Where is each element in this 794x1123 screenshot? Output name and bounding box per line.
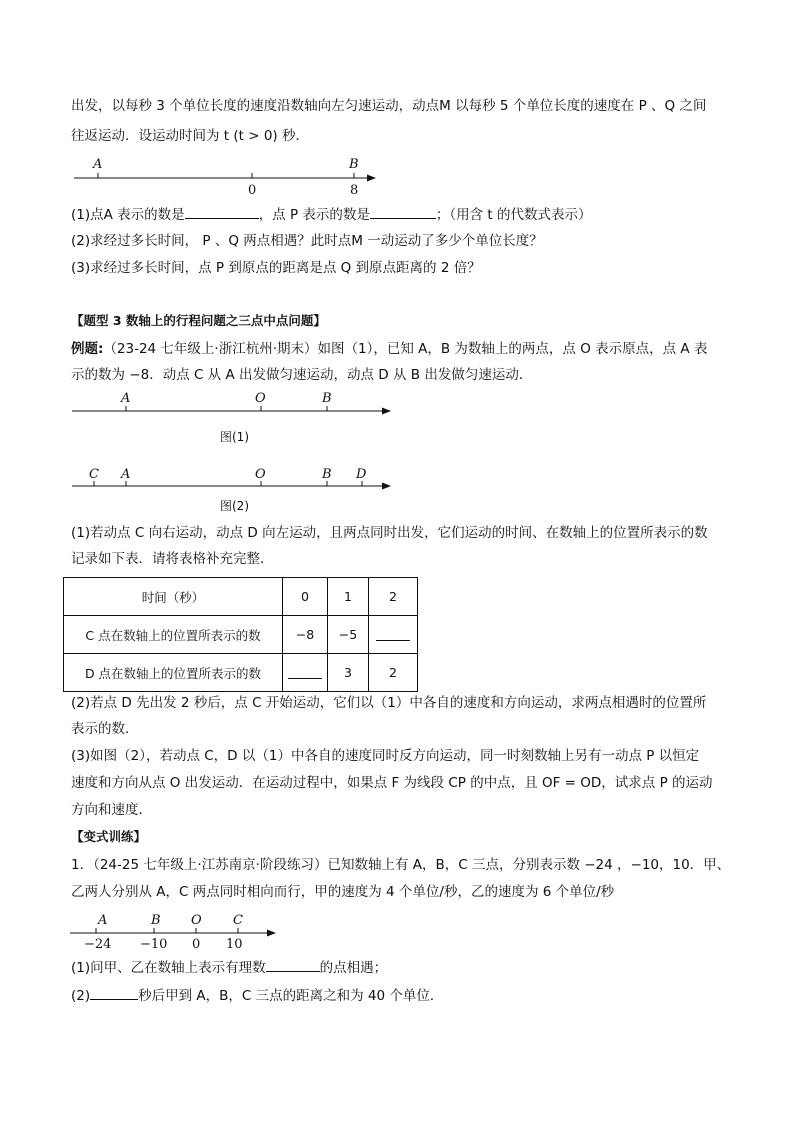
- fig1-label-a: A: [121, 391, 131, 406]
- fig2-label-d: D: [356, 467, 367, 482]
- q1-item1: (1)点A 表示的数是 ，点 P 表示的数是 ；（用含 t 的代数式表示）: [71, 204, 592, 225]
- table-row: [64, 654, 418, 692]
- part2-line-2: 表示的数．: [71, 721, 139, 737]
- part3-line-3: 方向和速度．: [71, 802, 152, 818]
- table-cell: 时间（秒）: [64, 578, 283, 616]
- label-a: A: [93, 157, 103, 172]
- variant-line-2: 乙两人分别从 A，C 两点同时相向而行，甲的速度为 4 个单位/秒，乙的速度为 6 个单位/秒: [71, 884, 615, 900]
- var-tick-10: 10: [226, 937, 243, 952]
- var-tick-neg10: −10: [140, 937, 168, 952]
- fig2-label-c: C: [89, 467, 99, 482]
- part3-line-2: 速度和方向从点 O 出发运动．在运动过程中，如果点 F 为线段 CP 的中点，且 OF = OD，试求点 P 的运动: [71, 775, 713, 791]
- fig1-caption: 图(1): [220, 430, 249, 444]
- q1-item3: (3)求经过多长时间，点 P 到原点的距离是点 Q 到原点距离的 2 倍？: [71, 260, 481, 276]
- label-b: B: [349, 157, 359, 172]
- table-row: [64, 616, 418, 654]
- q1-item2: (2)求经过多长时间， P 、Q 两点相遇？此时点M 一动运动了多少个单位长度？: [71, 233, 543, 249]
- table-cell: −8: [283, 616, 328, 654]
- part2-line-1: (2)若点 D 先出发 2 秒后，点 C 开始运动，它们以（1）中各自的速度和方向运动，求两点相遇时的位置所: [71, 695, 707, 711]
- example-line-1: 例题:（23-24 七年级上·浙江杭州·期末）如图（1），已知 A，B 为数轴上的两点，点 O 表示原点，点 A 表: [71, 341, 708, 357]
- table-cell: D 点在数轴上的位置所表示的数: [64, 654, 283, 692]
- section-title: 【题型 3 数轴上的行程问题之三点中点问题】: [71, 313, 326, 328]
- table-cell: C 点在数轴上的位置所表示的数: [64, 616, 283, 654]
- table-cell: −5: [328, 616, 369, 654]
- variant-title: 【变式训练】: [71, 829, 147, 844]
- table-cell: 2: [369, 578, 418, 616]
- tick-0: 0: [248, 183, 257, 198]
- fig2-label-o: O: [255, 467, 266, 482]
- table-cell: 1: [328, 578, 369, 616]
- table-blank-cell: [369, 616, 418, 654]
- fig1-label-o: O: [255, 391, 266, 406]
- intro-line-1: 出发，以每秒 3 个单位长度的速度沿数轴向左匀速运动，动点M 以每秒 5 个单位长度的速度在 P 、Q 之间: [71, 98, 707, 114]
- table-cell: 3: [328, 654, 369, 692]
- table-blank-cell: [283, 654, 328, 692]
- motion-table: [63, 577, 418, 692]
- fig2-caption: 图(2): [220, 499, 249, 513]
- part3-line-1: (3)如图（2），若动点 C，D 以（1）中各自的速度同时反方向运动，同一时刻数轴上另有一动点 P 以恒定: [71, 748, 700, 764]
- var-label-b: B: [151, 913, 161, 928]
- tick-8: 8: [350, 183, 359, 198]
- part1-line-2: 记录如下表．请将表格补充完整．: [71, 551, 274, 567]
- variant-q2: (2) 秒后甲到 A，B，C 三点的距离之和为 40 个单位．: [71, 985, 443, 1006]
- var-label-c: C: [233, 913, 243, 928]
- table-cell: 0: [283, 578, 328, 616]
- intro-line-2: 往返运动．设运动时间为 t (t > 0) 秒．: [71, 128, 309, 144]
- table-cell: 2: [369, 654, 418, 692]
- var-tick-0: 0: [192, 937, 201, 952]
- var-label-a: A: [98, 913, 108, 928]
- example-line-2: 示的数为 −8．动点 C 从 A 出发做匀速运动，动点 D 从 B 出发做匀速运动．: [71, 367, 533, 383]
- table-header-row: [64, 578, 418, 616]
- variant-line-1: 1．（24-25 七年级上·江苏南京·阶段练习）已知数轴上有 A，B，C 三点，分别表示数 −24 ，−10，10．甲、: [71, 857, 731, 873]
- part1-line-1: (1)若动点 C 向右运动，动点 D 向左运动，且两点同时出发，它们运动的时间、在数轴上的位置所表示的数: [71, 525, 708, 541]
- fig1-label-b: B: [322, 391, 332, 406]
- var-label-o: O: [191, 913, 202, 928]
- variant-q1: (1)问甲、乙在数轴上表示有理数 的点相遇；: [71, 957, 387, 978]
- var-tick-neg24: −24: [84, 937, 112, 952]
- fig2-label-a: A: [121, 467, 131, 482]
- fig2-label-b: B: [322, 467, 332, 482]
